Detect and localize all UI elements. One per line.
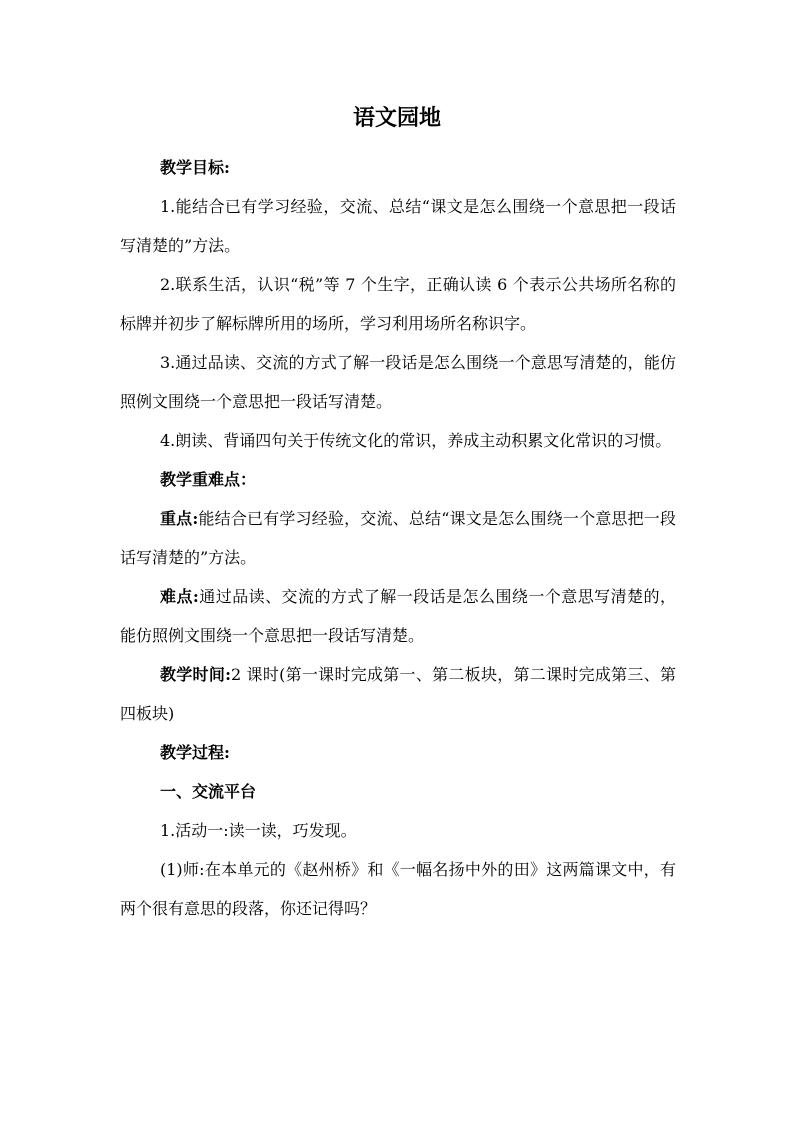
process-heading: 教学过程: bbox=[160, 743, 230, 762]
objectives-heading: 教学目标: bbox=[160, 158, 230, 177]
objective-item: 1.能结合已有学习经验，交流、总结“课文是怎么围绕一个意思把一段话写清楚的”方法。 bbox=[120, 197, 676, 255]
objective-item: 2.联系生活，认识“税”等 7 个生字，正确认读 6 个表示公共场所名称的标牌并初步了解标牌所用的场所，学习利用场所名称识字。 bbox=[120, 275, 676, 333]
section-one-heading: 一、交流平台 bbox=[160, 782, 257, 801]
key-point-paragraph bbox=[120, 499, 676, 577]
key-point-label: 重点: bbox=[160, 509, 199, 528]
objective-item: 4.朗读、背诵四句关于传统文化的常识，养成主动积累文化常识的习惯。 bbox=[160, 431, 672, 450]
difficulty-label: 难点: bbox=[160, 587, 199, 606]
document-title: 语文园地 bbox=[352, 105, 441, 131]
time-text: 2 课时(第一课时完成第一、第二板块，第二课时完成第三、第四板块) bbox=[120, 665, 676, 723]
document-body bbox=[120, 148, 676, 928]
activity-one-item: (1)师:在本单元的《赵州桥》和《一幅名扬中外的田》这两篇课文中，有两个很有意思的段落，你还记得吗？ bbox=[120, 860, 676, 918]
objective-item: 3.通过品读、交流的方式了解一段话是怎么围绕一个意思写清楚的，能仿照例文围绕一个意思把一段话写清楚。 bbox=[120, 353, 676, 411]
difficulty-text: 通过品读、交流的方式了解一段话是怎么围绕一个意思写清楚的，能仿照例文围绕一个意思把一段话写清楚。 bbox=[120, 587, 676, 645]
activity-one: 1.活动一:读一读，巧发现。 bbox=[160, 821, 357, 840]
key-point-text: 能结合已有学习经验，交流、总结“课文是怎么围绕一个意思把一段话写清楚的”方法。 bbox=[120, 509, 676, 567]
time-paragraph bbox=[120, 655, 676, 733]
time-label: 教学时间: bbox=[160, 665, 232, 684]
key-points-heading: 教学重难点： bbox=[160, 470, 257, 489]
difficulty-paragraph bbox=[120, 577, 676, 655]
